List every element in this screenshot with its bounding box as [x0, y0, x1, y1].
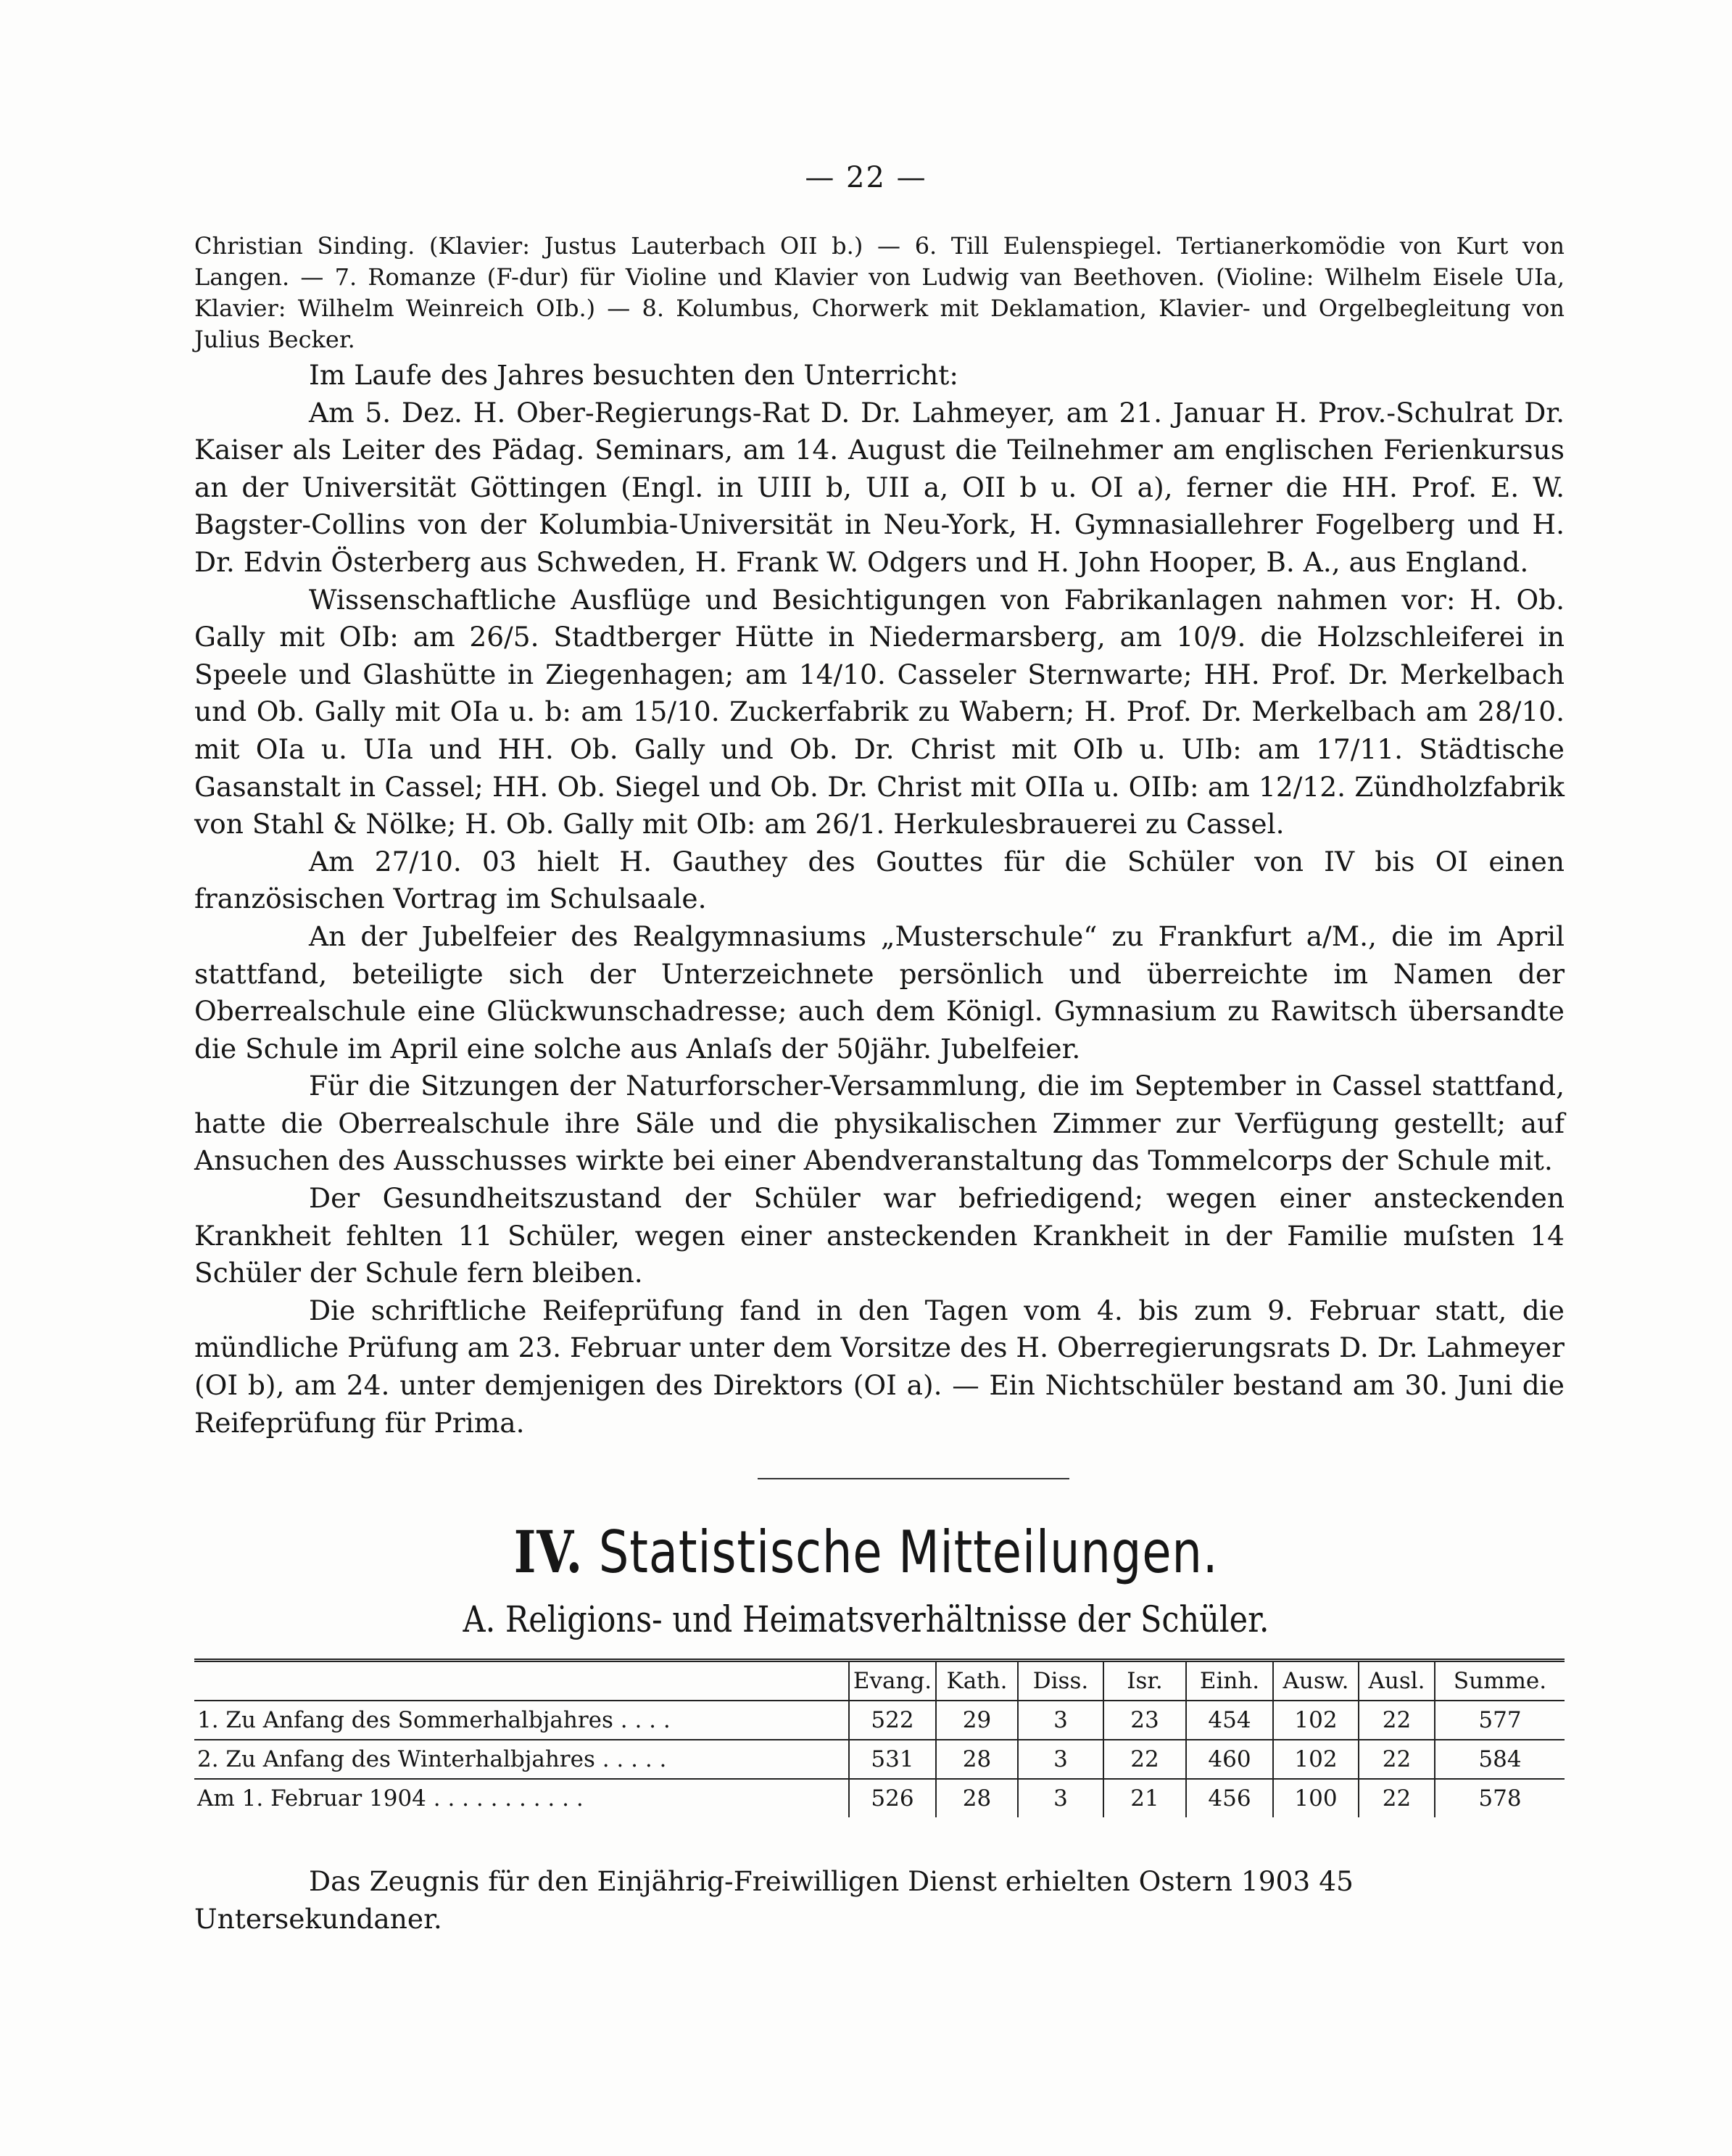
table-cell: 526 — [849, 1779, 936, 1817]
table-cell: 584 — [1435, 1740, 1565, 1779]
paragraph: Für die Sitzungen der Naturforscher-Versammlung, die im September in Cassel stattfand, hatte die Oberrealschule ihre Säle und die physikalischen Zimmer zur Verfügung gestellt; auf Ansuchen des Ausschusses wirkte bei einer Abendveranstaltung das Tommelcorps der Schule mit. — [194, 1070, 1565, 1177]
table-cell: 29 — [936, 1701, 1018, 1740]
row-label: 2. Zu Anfang des Winterhalbjahres . . . . . — [197, 1746, 667, 1772]
table-cell: 22 — [1103, 1740, 1186, 1779]
table-cell: 22 — [1359, 1779, 1435, 1817]
table-cell: 531 — [849, 1740, 936, 1779]
paragraph: An der Jubelfeier des Realgymnasiums „Musterschule“ zu Frankfurt a/M., die im April stattfand, beteiligte sich der Unterzeichnete persönlich und überreichte im Namen der Oberrealschule eine Glückwunschadresse; auch dem Königl. Gymnasium zu Rawitsch übersandte die Schule im April eine solche aus Anlaſs der 50jähr. Jubelfeier. — [194, 920, 1565, 1065]
paragraph: Am 27/10. 03 hielt H. Gauthey des Gouttes für die Schüler von IV bis OI einen französischen Vortrag im Schulsaale. — [194, 845, 1565, 915]
table-cell: 456 — [1186, 1779, 1273, 1817]
column-header: Diss. — [1018, 1661, 1103, 1701]
column-header: Ausw. — [1273, 1661, 1359, 1701]
table-cell: 102 — [1273, 1740, 1359, 1779]
table-cell: 100 — [1273, 1779, 1359, 1817]
paragraph: Am 5. Dez. H. Ober-Regierungs-Rat D. Dr. Lahmeyer, am 21. Januar H. Prov.-Schulrat Dr. Kaiser als Leiter des Pädag. Seminars, am 14. August die Teilnehmer am englischen Ferienkursus an der Universität Göttingen (Engl. in UIII b, UII a, OII b u. OI a), ferner die HH. Prof. E. W. Bagster-Collins von der Kolumbia-Universität in Neu-York, H. Gymnasiallehrer Fogelberg und H. Dr. Edvin Österberg aus Schweden, H. Frank W. Odgers und H. John Hooper, B. A., aus England. — [194, 396, 1565, 578]
column-header — [194, 1661, 849, 1701]
section-title: Statistische Mitteilungen. — [598, 1519, 1219, 1586]
column-header: Isr. — [1103, 1661, 1186, 1701]
section-heading — [156, 1516, 1576, 1589]
table-row — [194, 1701, 1565, 1740]
table-cell: 3 — [1018, 1740, 1103, 1779]
column-header: Einh. — [1186, 1661, 1273, 1701]
paragraph: Der Gesundheitszustand der Schüler war befriedigend; wegen einer ansteckenden Krankheit fehlten 11 Schüler, wegen einer ansteckenden Krankheit in der Familie muſsten 14 Schüler der Schule fern bleiben. — [194, 1182, 1565, 1289]
section-numeral: IV. — [513, 1518, 584, 1586]
page-number: — 22 — — [805, 161, 927, 194]
table-row — [194, 1740, 1565, 1779]
table-cell: 22 — [1359, 1740, 1435, 1779]
column-header: Evang. — [849, 1661, 936, 1701]
paragraph: Wissenschaftliche Ausflüge und Besichtigungen von Fabrikanlagen nahmen vor: H. Ob. Gally mit OIb: am 26/5. Stadtberger Hütte in Niedermarsberg, am 10/9. die Holzschleiferei in Speele und Glashütte in Ziegenhagen; am 14/10. Casseler Sternwarte; HH. Prof. Dr. Merkelbach und Ob. Gally mit OIa u. b: am 15/10. Zuckerfabrik zu Wabern; H. Prof. Dr. Merkelbach am 28/10. mit OIa u. UIa und HH. Ob. Gally und Ob. Dr. Christ mit OIb u. UIb: am 17/11. Städtische Gasanstalt in Cassel; HH. Ob. Siegel und Ob. Dr. Christ mit OIIa u. OIIb: am 12/12. Zündholzfabrik von Stahl & Nölke; H. Ob. Gally mit OIb: am 26/1. Herkulesbrauerei zu Cassel. — [194, 583, 1565, 840]
paragraph: Die schriftliche Reifeprüfung fand in den Tagen vom 4. bis zum 9. Februar statt, die mündliche Prüfung am 23. Februar unter dem Vorsitze des H. Oberregierungsrats D. Dr. Lahmeyer (OI b), am 24. unter demjenigen des Direktors (OI a). — Ein Nichtschüler bestand am 30. Juni die Reifeprüfung für Prima. — [194, 1294, 1565, 1439]
table-cell: 577 — [1435, 1701, 1565, 1740]
row-label: Am 1. Februar 1904 . . . . . . . . . . . — [197, 1785, 584, 1812]
column-header: Summe. — [1435, 1661, 1565, 1701]
table-cell: 28 — [936, 1779, 1018, 1817]
section-divider — [758, 1478, 1069, 1479]
chronicle-text — [194, 357, 1565, 1442]
table-cell: 454 — [1186, 1701, 1273, 1740]
table-cell: 460 — [1186, 1740, 1273, 1779]
paragraph: Im Laufe des Jahres besuchten den Unterricht: — [309, 359, 958, 391]
table-header-row — [194, 1661, 1565, 1701]
table-cell: 22 — [1359, 1701, 1435, 1740]
table-cell: 28 — [936, 1740, 1018, 1779]
table-cell: 102 — [1273, 1701, 1359, 1740]
table-cell: 3 — [1018, 1701, 1103, 1740]
table-cell: 522 — [849, 1701, 936, 1740]
table-cell: 3 — [1018, 1779, 1103, 1817]
table-row — [194, 1779, 1565, 1817]
religion-statistics-table — [194, 1659, 1565, 1817]
concert-program-text — [194, 231, 1565, 355]
column-header: Ausl. — [1359, 1661, 1435, 1701]
table-cell: 578 — [1435, 1779, 1565, 1817]
certificate-note: Das Zeugnis für den Einjährig-Freiwilligen Dienst erhielten Ostern 1903 45 Untersekundaner. — [194, 1865, 1354, 1935]
table-cell: 23 — [1103, 1701, 1186, 1740]
column-header: Kath. — [936, 1661, 1018, 1701]
paragraph: Christian Sinding. (Klavier: Justus Lauterbach OII b.) — 6. Till Eulenspiegel. Tertianerkomödie von Kurt von Langen. — 7. Romanze (F-dur) für Violine und Klavier von Ludwig van Beethoven. (Violine: Wilhelm Eisele UIa, Klavier: Wilhelm Weinreich OIb.) — 8. Kolumbus, Chorwerk mit Deklamation, Klavier- und Orgelbegleitung von Julius Becker. — [194, 232, 1565, 353]
subsection-heading: A. Religions- und Heimatsverhältnisse der Schüler. — [463, 1598, 1269, 1640]
table-cell: 21 — [1103, 1779, 1186, 1817]
row-label: 1. Zu Anfang des Sommerhalbjahres . . . . — [197, 1707, 671, 1733]
